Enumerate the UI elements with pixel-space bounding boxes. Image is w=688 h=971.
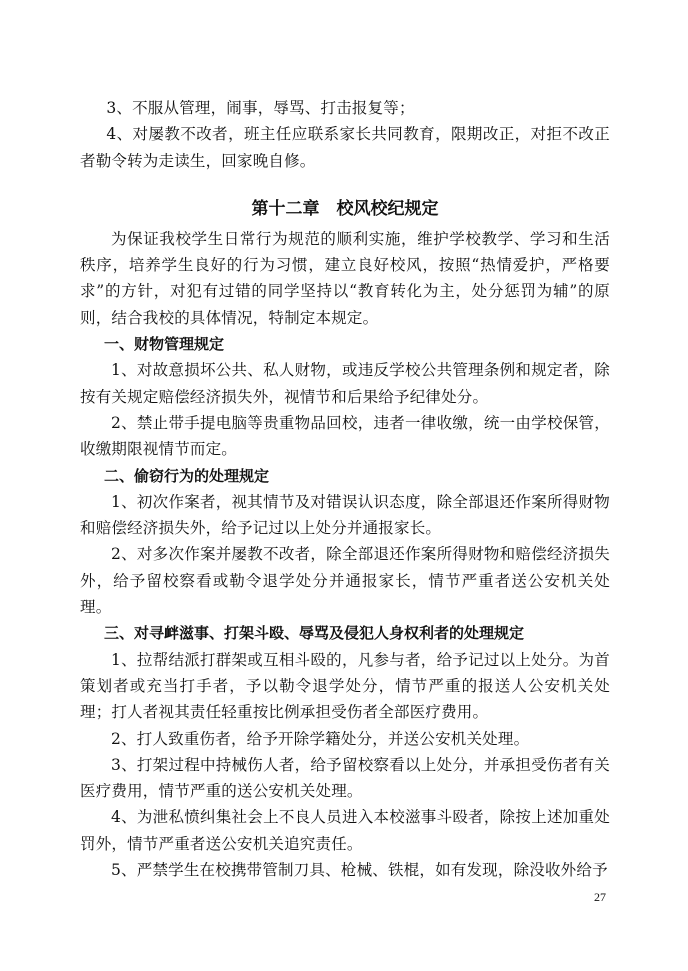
rule-item: 1、初次作案者，视其情节及对错误认识态度，除全部退还作案所得财物和赔偿经济损失外，给予记过以上处分并通报家长。 xyxy=(80,492,610,538)
section-heading: 三、对寻衅滋事、打架斗殴、辱骂及侵犯人身权利者的处理规定 xyxy=(104,624,525,643)
chapter-intro: 为保证我校学生日常行为规范的顺利实施，维护学校教学、学习和生活秩序，培养学生良好的行为习惯，建立良好校风，按照“热情爱护，严格要求”的方针，对犯有过错的同学坚持以“教育转化为主，处分惩罚为辅”的原则，结合我校的具体情况，特制定本规定。 xyxy=(80,229,610,327)
rule-item: 2、对多次作案并屡教不改者，除全部退还作案所得财物和赔偿经济损失外，给予留校察看或勒令退学处分并通报家长，情节严重者送公安机关处理。 xyxy=(80,545,610,617)
rule-item: 1、拉帮结派打群架或互相斗殴的，凡参与者，给予记过以上处分。为首策划者或充当打手者，予以勒令退学处分，情节严重的报送人公安机关处理；打人者视其责任轻重按比例承担受伤者全部医疗费用。 xyxy=(80,650,610,722)
rule-item: 2、禁止带手提电脑等贵重物品回校，违者一律收缴，统一由学校保管，收缴期限视情节而定。 xyxy=(80,413,610,459)
page-number: 27 xyxy=(594,890,606,904)
document-page xyxy=(80,95,610,883)
section-heading: 二、偷窃行为的处理规定 xyxy=(104,466,270,485)
rule-item: 5、严禁学生在校携带管制刀具、枪械、铁棍，如有发现，除没收外给予 xyxy=(111,861,608,880)
rule-item: 3、不服从管理，闹事，辱骂、打击报复等； xyxy=(106,99,415,117)
rule-item: 2、打人致重伤者，给予开除学籍处分，并送公安机关处理。 xyxy=(111,729,530,748)
rule-item: 1、对故意损坏公共、私人财物，或违反学校公共管理条例和规定者，除按有关规定赔偿经济损失外，视情节和后果给予纪律处分。 xyxy=(80,361,610,406)
rule-item: 4、对屡教不改者，班主任应联系家长共同教育，限期改正，对拒不改正者勒令转为走读生，回家晚自修。 xyxy=(80,125,610,170)
section-heading: 一、财物管理规定 xyxy=(104,335,225,354)
rule-item: 3、打架过程中持械伤人者，给予留校察看以上处分，并承担受伤者有关医疗费用，情节严重的送公安机关处理。 xyxy=(80,755,610,801)
rule-item: 4、为泄私愤纠集社会上不良人员进入本校滋事斗殴者，除按上述加重处罚外，情节严重者送公安机关追究责任。 xyxy=(80,808,610,853)
chapter-title: 第十二章 校风校纪规定 xyxy=(251,198,439,219)
